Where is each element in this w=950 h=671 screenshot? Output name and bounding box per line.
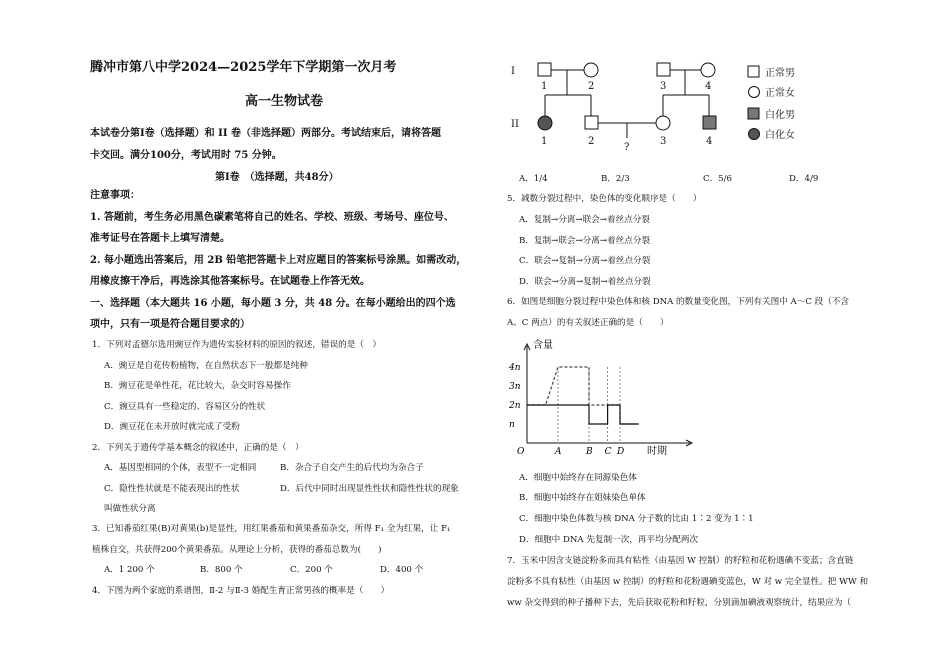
legend-albino-female-label: 白化女 <box>765 130 795 141</box>
q1-stem: 1．下列对孟德尔选用豌豆作为遗传实验材料的原因的叙述，错误的是（ ） <box>92 340 382 350</box>
chart-xlabel: 时期 <box>647 446 667 457</box>
intro-line1: 本试卷分第Ⅰ卷（选择题）和 II 卷（非选择题）两部分。考试结束后，请将答题 <box>90 128 441 139</box>
legend-albino-male-label: 白化男 <box>765 110 795 121</box>
i4-number: 4 <box>705 81 712 92</box>
y-tick-4n: 4n <box>509 363 521 373</box>
q5-option-d: D．联会→分离→复制→着丝点分裂 <box>519 277 651 287</box>
q4-option-b: B．2/3 <box>601 174 630 184</box>
pedigree-figure <box>505 58 905 208</box>
q6-option-c: C．细胞中染色体数与核 DNA 分子数的比由 1∶2 变为 1∶1 <box>519 514 754 524</box>
i4-normal-female-symbol <box>701 63 715 77</box>
section-title: 第Ⅰ卷 （选择题，共48分） <box>215 172 339 183</box>
x-tick-B: B <box>586 447 593 457</box>
gen-label-1: I <box>511 66 515 77</box>
ii4-albino-male-symbol <box>703 116 716 129</box>
notes-title: 注意事项： <box>90 190 140 201</box>
q4-option-c: C．5/6 <box>703 174 732 184</box>
legend-male-symbol <box>748 66 759 77</box>
q1-option-b: B．豌豆花是单性花，花比较大，杂交时容易操作 <box>104 381 291 391</box>
exam-title: 腾冲市第八中学2024—2025学年下学期第一次月考 <box>90 60 397 75</box>
q2-option-c: C．隐性性状就是不能表现出的性状 <box>104 484 240 494</box>
note1-line1: 1. 答题前，考生务必用黑色碳素笔将自己的姓名、学校、班级、考场号、座位号、 <box>90 212 454 223</box>
q3-option-b: B．800 个 <box>200 565 243 575</box>
series-line-dna <box>527 367 639 424</box>
ii1-albino-female-symbol <box>538 116 552 130</box>
q2-option-d-cont: 叫做性状分离 <box>104 504 156 514</box>
note1-line2: 准考证号在答题卡上填写清楚。 <box>90 233 230 244</box>
ii3-number: 3 <box>660 136 667 147</box>
chromosome-dna-chart <box>505 338 705 458</box>
q4-option-d: D．4/9 <box>789 174 819 184</box>
part1-line2: 项中，只有一项是符合题目要求的） <box>90 319 250 330</box>
q2-option-a: A．基因型相同的个体，表型不一定相同 <box>104 463 257 473</box>
ii4-number: 4 <box>706 136 713 147</box>
note2-line2: 用橡皮擦干净后，再选涂其他答案标号。在试题卷上作答无效。 <box>90 276 370 287</box>
gen-label-2: II <box>511 119 519 130</box>
q1-option-d: D．豌豆花在未开放时就完成了受粉 <box>104 422 240 432</box>
note2-line1: 2. 每小题选出答案后，用 2B 铅笔把答题卡上对应题目的答案标号涂黑。如需改动， <box>90 255 467 266</box>
i2-normal-female-symbol <box>584 63 598 77</box>
ii2-number: 2 <box>588 136 595 147</box>
q3-stem-line2: 植株自交，共获得200个黄果番茄。从理论上分析，获得的番茄总数为( ) <box>92 545 382 555</box>
y-tick-n: n <box>509 420 515 430</box>
i3-normal-male-symbol <box>657 63 670 76</box>
q6-stem-line1: 6．如图是细胞分裂过程中染色体和核 DNA 的数量变化图，下列有关图中 A～C 段（不含 <box>507 297 849 307</box>
q3-option-a: A．1 200 个 <box>104 565 155 575</box>
exam-subtitle: 高一生物试卷 <box>245 94 324 109</box>
legend-albino-female-symbol <box>749 129 760 140</box>
legend-female-label: 正常女 <box>765 88 795 99</box>
x-tick-C: C <box>604 447 612 457</box>
q3-stem-line1: 3．已知番茄红果(B)对黄果(b)是显性，用红果番茄和黄果番茄杂交，所得 F₁ 全为红果，让 F₁ <box>92 524 451 534</box>
q6-option-b: B．细胞中始终存在姐妹染色单体 <box>519 493 646 503</box>
i1-number: 1 <box>541 81 548 92</box>
y-tick-2n: 2n <box>509 401 521 411</box>
i3-number: 3 <box>660 81 667 92</box>
q2-stem: 2．下列关于遗传学基本概念的叙述中，正确的是（ ） <box>92 443 304 453</box>
q1-option-a: A．豌豆是自花传粉植物，在自然状态下一般都是纯种 <box>104 361 308 371</box>
q4-stem: 4．下图为两个家庭的系谱图，Ⅱ-2 与Ⅱ-3 婚配生育正常男孩的概率是（ ） <box>92 586 390 596</box>
q4-option-a: A．1/4 <box>519 174 548 184</box>
intro-line2: 卡交回。满分100分，考试用时 75 分钟。 <box>90 150 282 161</box>
q1-option-c: C．豌豆具有一些稳定的、容易区分的性状 <box>104 402 266 412</box>
legend-albino-male-symbol <box>748 108 759 119</box>
q3-option-d: D．400 个 <box>380 565 424 575</box>
q3-option-c: C．200 个 <box>290 565 333 575</box>
q7-stem-line3: ww 杂交得到的种子播种下去，先后获取花粉和籽粒，分别滴加碘液观察统计，结果应为（ <box>507 598 852 608</box>
q5-option-c: C．联会→复制→分离→着丝点分裂 <box>519 256 651 266</box>
ii3-normal-female-symbol <box>656 116 670 130</box>
q5-stem: 5．减数分裂过程中，染色体的变化顺序是（ ） <box>507 194 702 204</box>
x-tick-O: O <box>517 447 525 457</box>
series-line-chromosome <box>527 405 639 424</box>
chart-ylabel: 含量 <box>533 340 553 351</box>
offspring-question-mark: ? <box>624 142 630 153</box>
legend-female-symbol <box>749 87 760 98</box>
q5-option-a: A．复制→分离→联会→着丝点分裂 <box>519 215 650 225</box>
q2-option-d: D．后代中同时出现显性性状和隐性性状的现象 <box>280 484 459 494</box>
y-tick-3n: 3n <box>509 382 521 392</box>
x-tick-A: A <box>555 447 562 457</box>
legend-male-label: 正常男 <box>765 68 795 79</box>
q2-option-b: B．杂合子自交产生的后代均为杂合子 <box>280 463 424 473</box>
i1-normal-male-symbol <box>538 63 551 76</box>
x-tick-D: D <box>617 447 625 457</box>
q6-option-d: D．细胞中 DNA 先复制一次，再平均分配两次 <box>519 535 699 545</box>
q7-stem-line1: 7．玉米中因含支链淀粉多而具有粘性（由基因 W 控制）的籽粒和花粉遇碘不变蓝；含直链 <box>507 556 854 566</box>
q7-stem-line2: 淀粉多不具有粘性（由基因 w 控制）的籽粒和花粉遇碘变蓝色，W 对 w 完全显性。把 WW 和 <box>507 577 869 587</box>
q6-option-a: A．细胞中始终存在同源染色体 <box>519 473 637 483</box>
i2-number: 2 <box>588 81 595 92</box>
q5-option-b: B．复制→联会→分离→着丝点分裂 <box>519 236 651 246</box>
part1-line1: 一、选择题（本大题共 16 小题，每小题 3 分，共 48 分。在每小题给出的四个选 <box>90 298 456 309</box>
q6-stem-line2: A、C 两点）的有关叙述正确的是（ ） <box>507 318 669 328</box>
ii1-number: 1 <box>541 136 548 147</box>
ii2-normal-male-symbol <box>585 116 598 129</box>
